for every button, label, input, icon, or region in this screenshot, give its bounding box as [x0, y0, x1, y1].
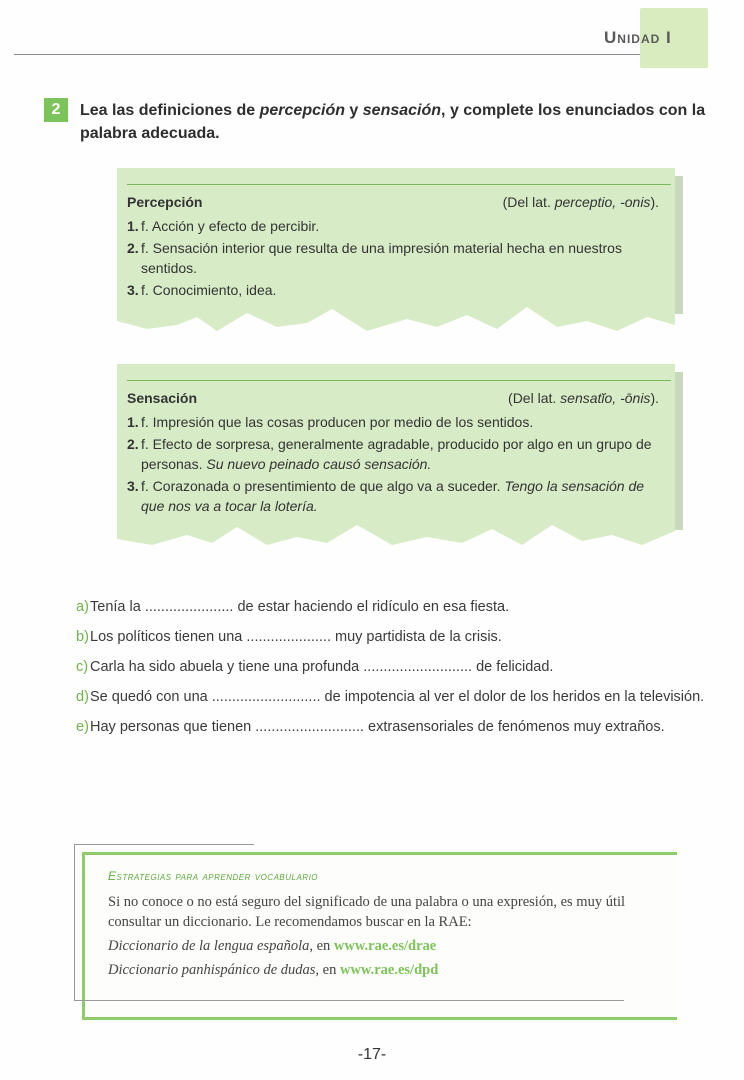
tip-link-line — [108, 960, 668, 980]
link-sep: , en — [309, 938, 334, 954]
item-text: f. Sensación interior que resulta de una impresión material hecha en nuestros sentidos. — [141, 240, 622, 276]
link-sep: , en — [315, 962, 340, 978]
sentence-c — [76, 656, 706, 679]
card-shadow — [675, 176, 683, 314]
sentence-text: Tenía la ...................... de estar haciendo el ridículo en esa fiesta. — [90, 599, 510, 615]
tip-title: Estrategias para aprender vocabulario — [108, 869, 319, 883]
dpd-link[interactable]: www.rae.es/dpd — [339, 962, 439, 978]
item-text — [141, 476, 657, 516]
tip-body — [108, 892, 668, 980]
definition-item — [127, 476, 657, 516]
definition-item — [127, 412, 657, 432]
definition-word: Sensación — [127, 390, 198, 406]
item-number: 3. — [127, 478, 139, 494]
item-number: 1. — [127, 218, 139, 234]
etym-prefix: (Del lat. — [508, 390, 561, 406]
torn-edge — [117, 303, 675, 345]
item-text: f. Conocimiento, idea. — [141, 282, 277, 298]
exercise-number: 2 — [44, 98, 68, 122]
card-rule — [127, 184, 671, 185]
tip-frame — [74, 844, 254, 845]
definition-header — [127, 192, 659, 212]
item-text: f. Impresión que las cosas producen por medio de los sentidos. — [141, 414, 534, 430]
etym-term: sensatĭo, -ōnis — [560, 390, 651, 406]
sentence-letter: a) — [76, 599, 89, 615]
definition-etymology — [503, 192, 659, 212]
sentence-text: Hay personas que tienen ........................... extrasensoriales de fenómenos muy extraños. — [90, 719, 665, 735]
etym-prefix: (Del lat. — [502, 194, 555, 210]
torn-edge — [117, 519, 675, 561]
item-number: 1. — [127, 414, 139, 430]
item-number: 2. — [127, 240, 139, 256]
tip-link-line — [108, 936, 668, 956]
item-example: Su nuevo peinado causó sensación. — [206, 456, 432, 472]
unit-label: Unidad I — [604, 28, 672, 47]
definition-card-sensacion — [117, 364, 675, 560]
instruction-text: Lea las definiciones de — [80, 102, 260, 119]
fill-in-sentences — [76, 596, 706, 746]
sentence-letter: d) — [76, 689, 89, 705]
instruction-text: , y complete los enunciados con la palabra adecuada. — [80, 102, 706, 142]
item-number: 3. — [127, 282, 139, 298]
definition-body — [127, 412, 657, 518]
item-definition: f. Corazonada o presentimiento de que algo va a suceder. — [141, 478, 505, 494]
card-shadow — [675, 372, 683, 530]
definition-etymology — [508, 388, 659, 408]
sentence-letter: b) — [76, 629, 89, 645]
sentence-d — [76, 686, 706, 709]
definition-item — [127, 238, 657, 278]
dictionary-title: Diccionario panhispánico de dudas — [108, 962, 316, 978]
definition-card-percepcion — [117, 168, 675, 344]
sentence-a — [76, 596, 706, 619]
etym-suffix: ). — [650, 390, 659, 406]
definition-body — [127, 216, 657, 302]
drae-link[interactable]: www.rae.es/drae — [333, 938, 437, 954]
definition-item — [127, 434, 657, 474]
definition-item — [127, 280, 657, 300]
sentence-text: Los políticos tienen una ..................... muy partidista de la crisis. — [90, 629, 502, 645]
sentence-text: Carla ha sido abuela y tiene una profunda ........................... de felicidad. — [90, 659, 554, 675]
definition-item — [127, 216, 657, 236]
etym-suffix: ). — [650, 194, 659, 210]
instruction-term: percepción — [259, 102, 345, 119]
item-number: 2. — [127, 436, 139, 452]
sentence-letter: c) — [76, 659, 89, 675]
header-rule — [14, 54, 664, 55]
sentence-b — [76, 626, 706, 649]
page-number: -17- — [357, 1046, 387, 1063]
item-example: Tengo la sensación de que nos va a tocar la lotería. — [141, 478, 645, 514]
sentence-e — [76, 716, 706, 739]
exercise-instruction — [80, 99, 710, 145]
item-text — [141, 434, 657, 474]
dictionary-title: Diccionario de la lengua española — [108, 938, 310, 954]
etym-term: perceptio, -onis — [554, 194, 651, 210]
instruction-text: y — [344, 102, 363, 119]
instruction-term: sensación — [362, 102, 442, 119]
tip-frame — [74, 1000, 624, 1001]
item-definition: f. Efecto de sorpresa, generalmente agradable, producido por algo en un grupo de personas. — [141, 436, 652, 472]
definition-word: Percepción — [127, 194, 203, 210]
tip-text: Si no conoce o no está seguro del significado de una palabra o una expresión, es muy útil consultar un diccionario. Le recomendamos buscar en la RAE: — [108, 894, 626, 930]
item-text: f. Acción y efecto de percibir. — [141, 218, 320, 234]
sentence-text: Se quedó con una ........................... de impotencia al ver el dolor de los heridos en la televisión. — [90, 689, 705, 705]
sentence-letter: e) — [76, 719, 89, 735]
definition-header — [127, 388, 659, 408]
tip-frame — [74, 844, 75, 1000]
card-rule — [127, 380, 671, 381]
